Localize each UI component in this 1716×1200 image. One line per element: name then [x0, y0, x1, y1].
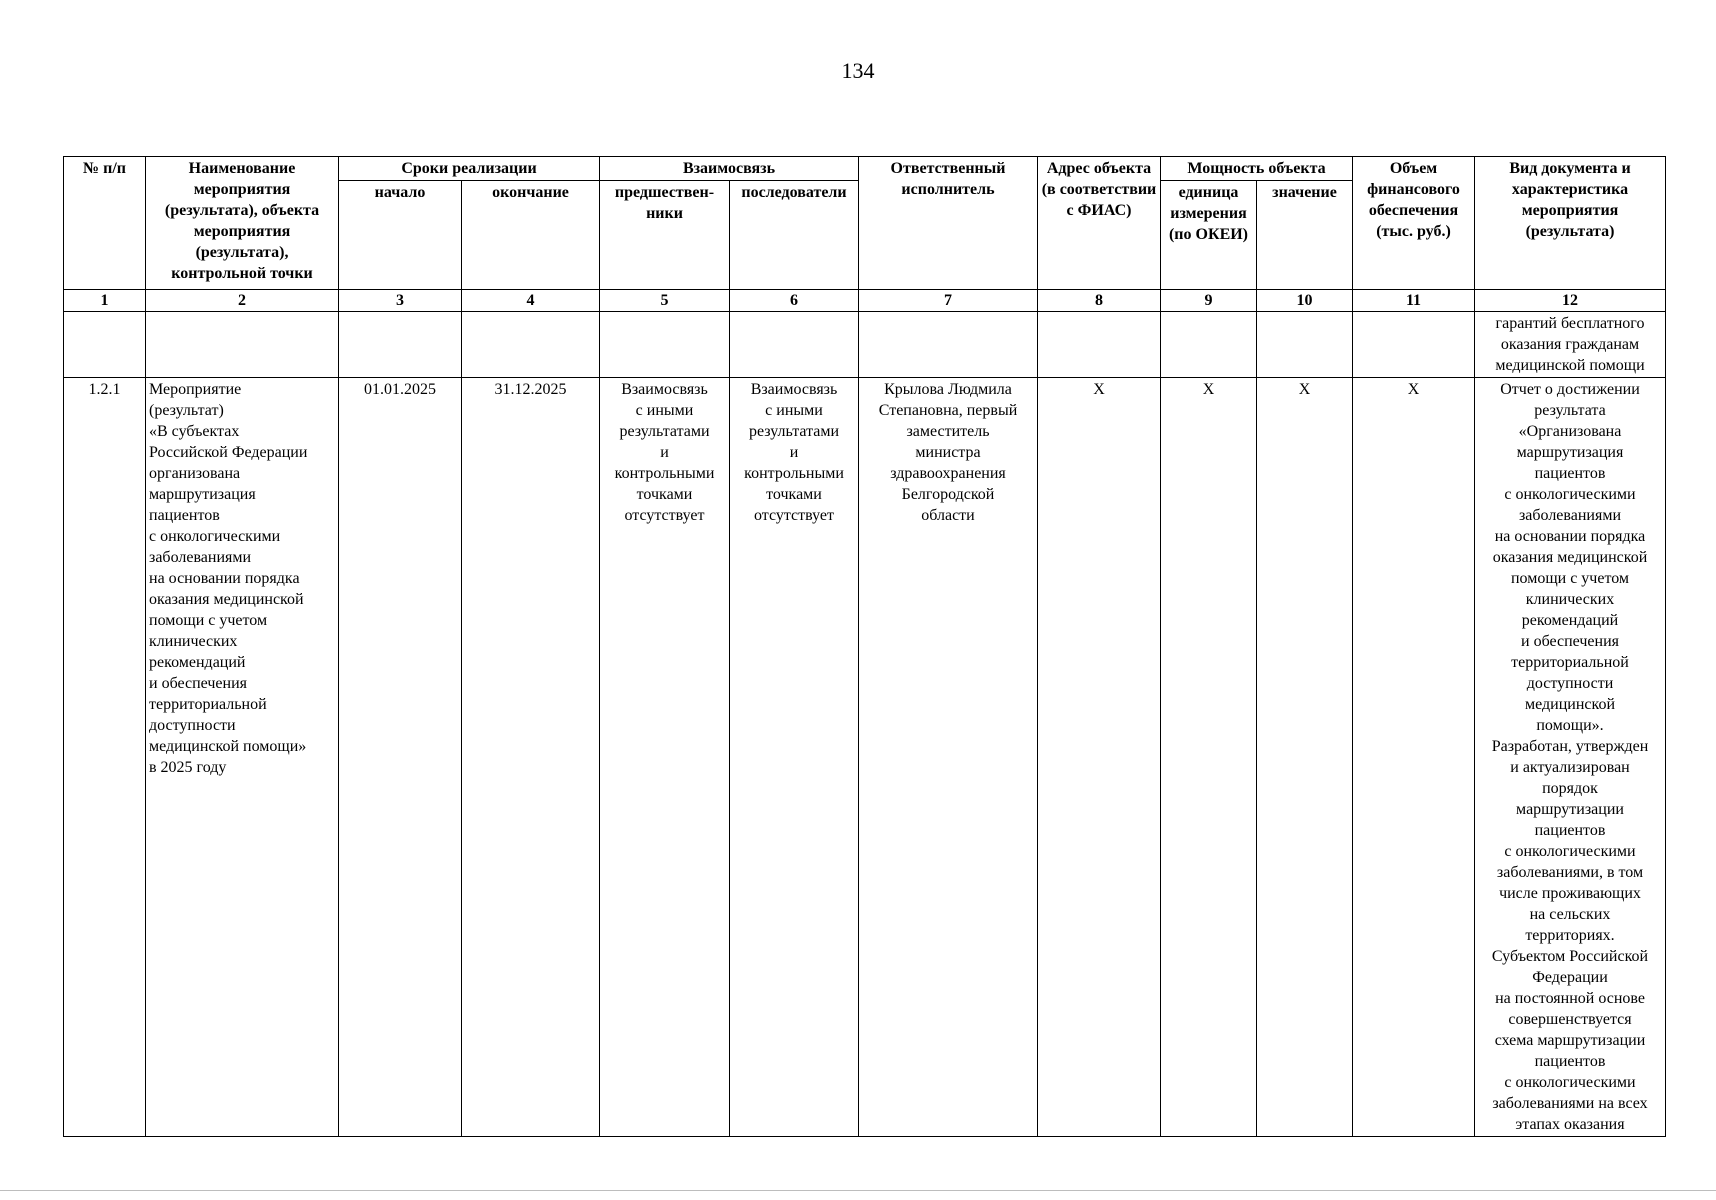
row-num-cell: 1.2.1	[64, 378, 146, 1137]
row-unit-cell: Х	[1161, 378, 1257, 1137]
header-finance: Объем финансового обеспечения (тыс. руб.)	[1353, 157, 1475, 290]
header-unit: единица измерения (по ОКЕИ)	[1161, 181, 1257, 290]
empty-cell	[146, 312, 339, 378]
column-number: 4	[462, 290, 600, 312]
empty-cell	[1257, 312, 1353, 378]
column-number: 2	[146, 290, 339, 312]
column-number: 5	[600, 290, 730, 312]
column-number: 3	[339, 290, 462, 312]
header-successors: последователи	[730, 181, 859, 290]
page-bottom-edge	[0, 1190, 1716, 1191]
row-value-cell: Х	[1257, 378, 1353, 1137]
empty-cell	[1353, 312, 1475, 378]
row-address-cell: Х	[1038, 378, 1161, 1137]
continued-doc-type-cell: гарантий бесплатного оказания гражданам медицинской помощи	[1475, 312, 1666, 378]
empty-cell	[64, 312, 146, 378]
header-name: Наименование мероприятия (результата), объекта мероприятия (результата), контрольной точки	[146, 157, 339, 290]
column-number: 7	[859, 290, 1038, 312]
row-finance-cell: Х	[1353, 378, 1475, 1137]
header-timing: Сроки реализации	[339, 157, 600, 181]
column-number: 11	[1353, 290, 1475, 312]
row-start-cell: 01.01.2025	[339, 378, 462, 1137]
row-responsible-cell: Крылова Людмила Степановна, первый заместитель министра здравоохранения Белгородской области	[859, 378, 1038, 1137]
header-responsible: Ответственный исполнитель	[859, 157, 1038, 290]
page-number: 134	[841, 58, 875, 83]
empty-cell	[600, 312, 730, 378]
empty-cell	[730, 312, 859, 378]
row-successors-cell: Взаимосвязь с иными результатами и контрольными точками отсутствует	[730, 378, 859, 1137]
empty-cell	[1038, 312, 1161, 378]
column-number: 9	[1161, 290, 1257, 312]
header-value: значение	[1257, 181, 1353, 290]
column-number: 12	[1475, 290, 1666, 312]
table-row	[64, 378, 1666, 1137]
column-number: 10	[1257, 290, 1353, 312]
header-predecessors: предшествен- ники	[600, 181, 730, 290]
table-header	[64, 157, 1666, 312]
empty-cell	[859, 312, 1038, 378]
column-number-row	[64, 290, 1666, 312]
row-end-cell: 31.12.2025	[462, 378, 600, 1137]
header-doc-type: Вид документа и характеристика мероприятия (результата)	[1475, 157, 1666, 290]
empty-cell	[339, 312, 462, 378]
row-doc-type-cell: Отчет о достижении результата «Организована маршрутизация пациентов с онкологическими заболеваниями на основании порядка оказания медицинской помощи с учетом клинических рекомендаций и обеспечения территориальной доступности медицинской помощи». Разработан, утвержден и актуализирован порядок маршрутизации пациентов с онкологическими заболеваниями, в том числе проживающих на сельских территориях. Субъектом Российской Федерации на постоянной основе совершенствуется схема маршрутизации пациентов с онкологическими заболеваниями на всех этапах оказания	[1475, 378, 1666, 1137]
row-predecessors-cell: Взаимосвязь с иными результатами и контрольными точками отсутствует	[600, 378, 730, 1137]
header-num: № п/п	[64, 157, 146, 290]
empty-cell	[462, 312, 600, 378]
row-name-cell: Мероприятие (результат) «В субъектах Российской Федерации организована маршрутизация пациентов с онкологическими заболеваниями на основании порядка оказания медицинской помощи с учетом клинических рекомендаций и обеспечения территориальной доступности медицинской помощи» в 2025 году	[146, 378, 339, 1137]
continued-row	[64, 312, 1666, 378]
empty-cell	[1161, 312, 1257, 378]
header-relation: Взаимосвязь	[600, 157, 859, 181]
column-number: 6	[730, 290, 859, 312]
header-end: окончание	[462, 181, 600, 290]
header-capacity: Мощность объекта	[1161, 157, 1353, 181]
column-number: 1	[64, 290, 146, 312]
column-number: 8	[1038, 290, 1161, 312]
header-address: Адрес объекта (в соответствии с ФИАС)	[1038, 157, 1161, 290]
header-start: начало	[339, 181, 462, 290]
activity-plan-table	[63, 156, 1666, 1137]
